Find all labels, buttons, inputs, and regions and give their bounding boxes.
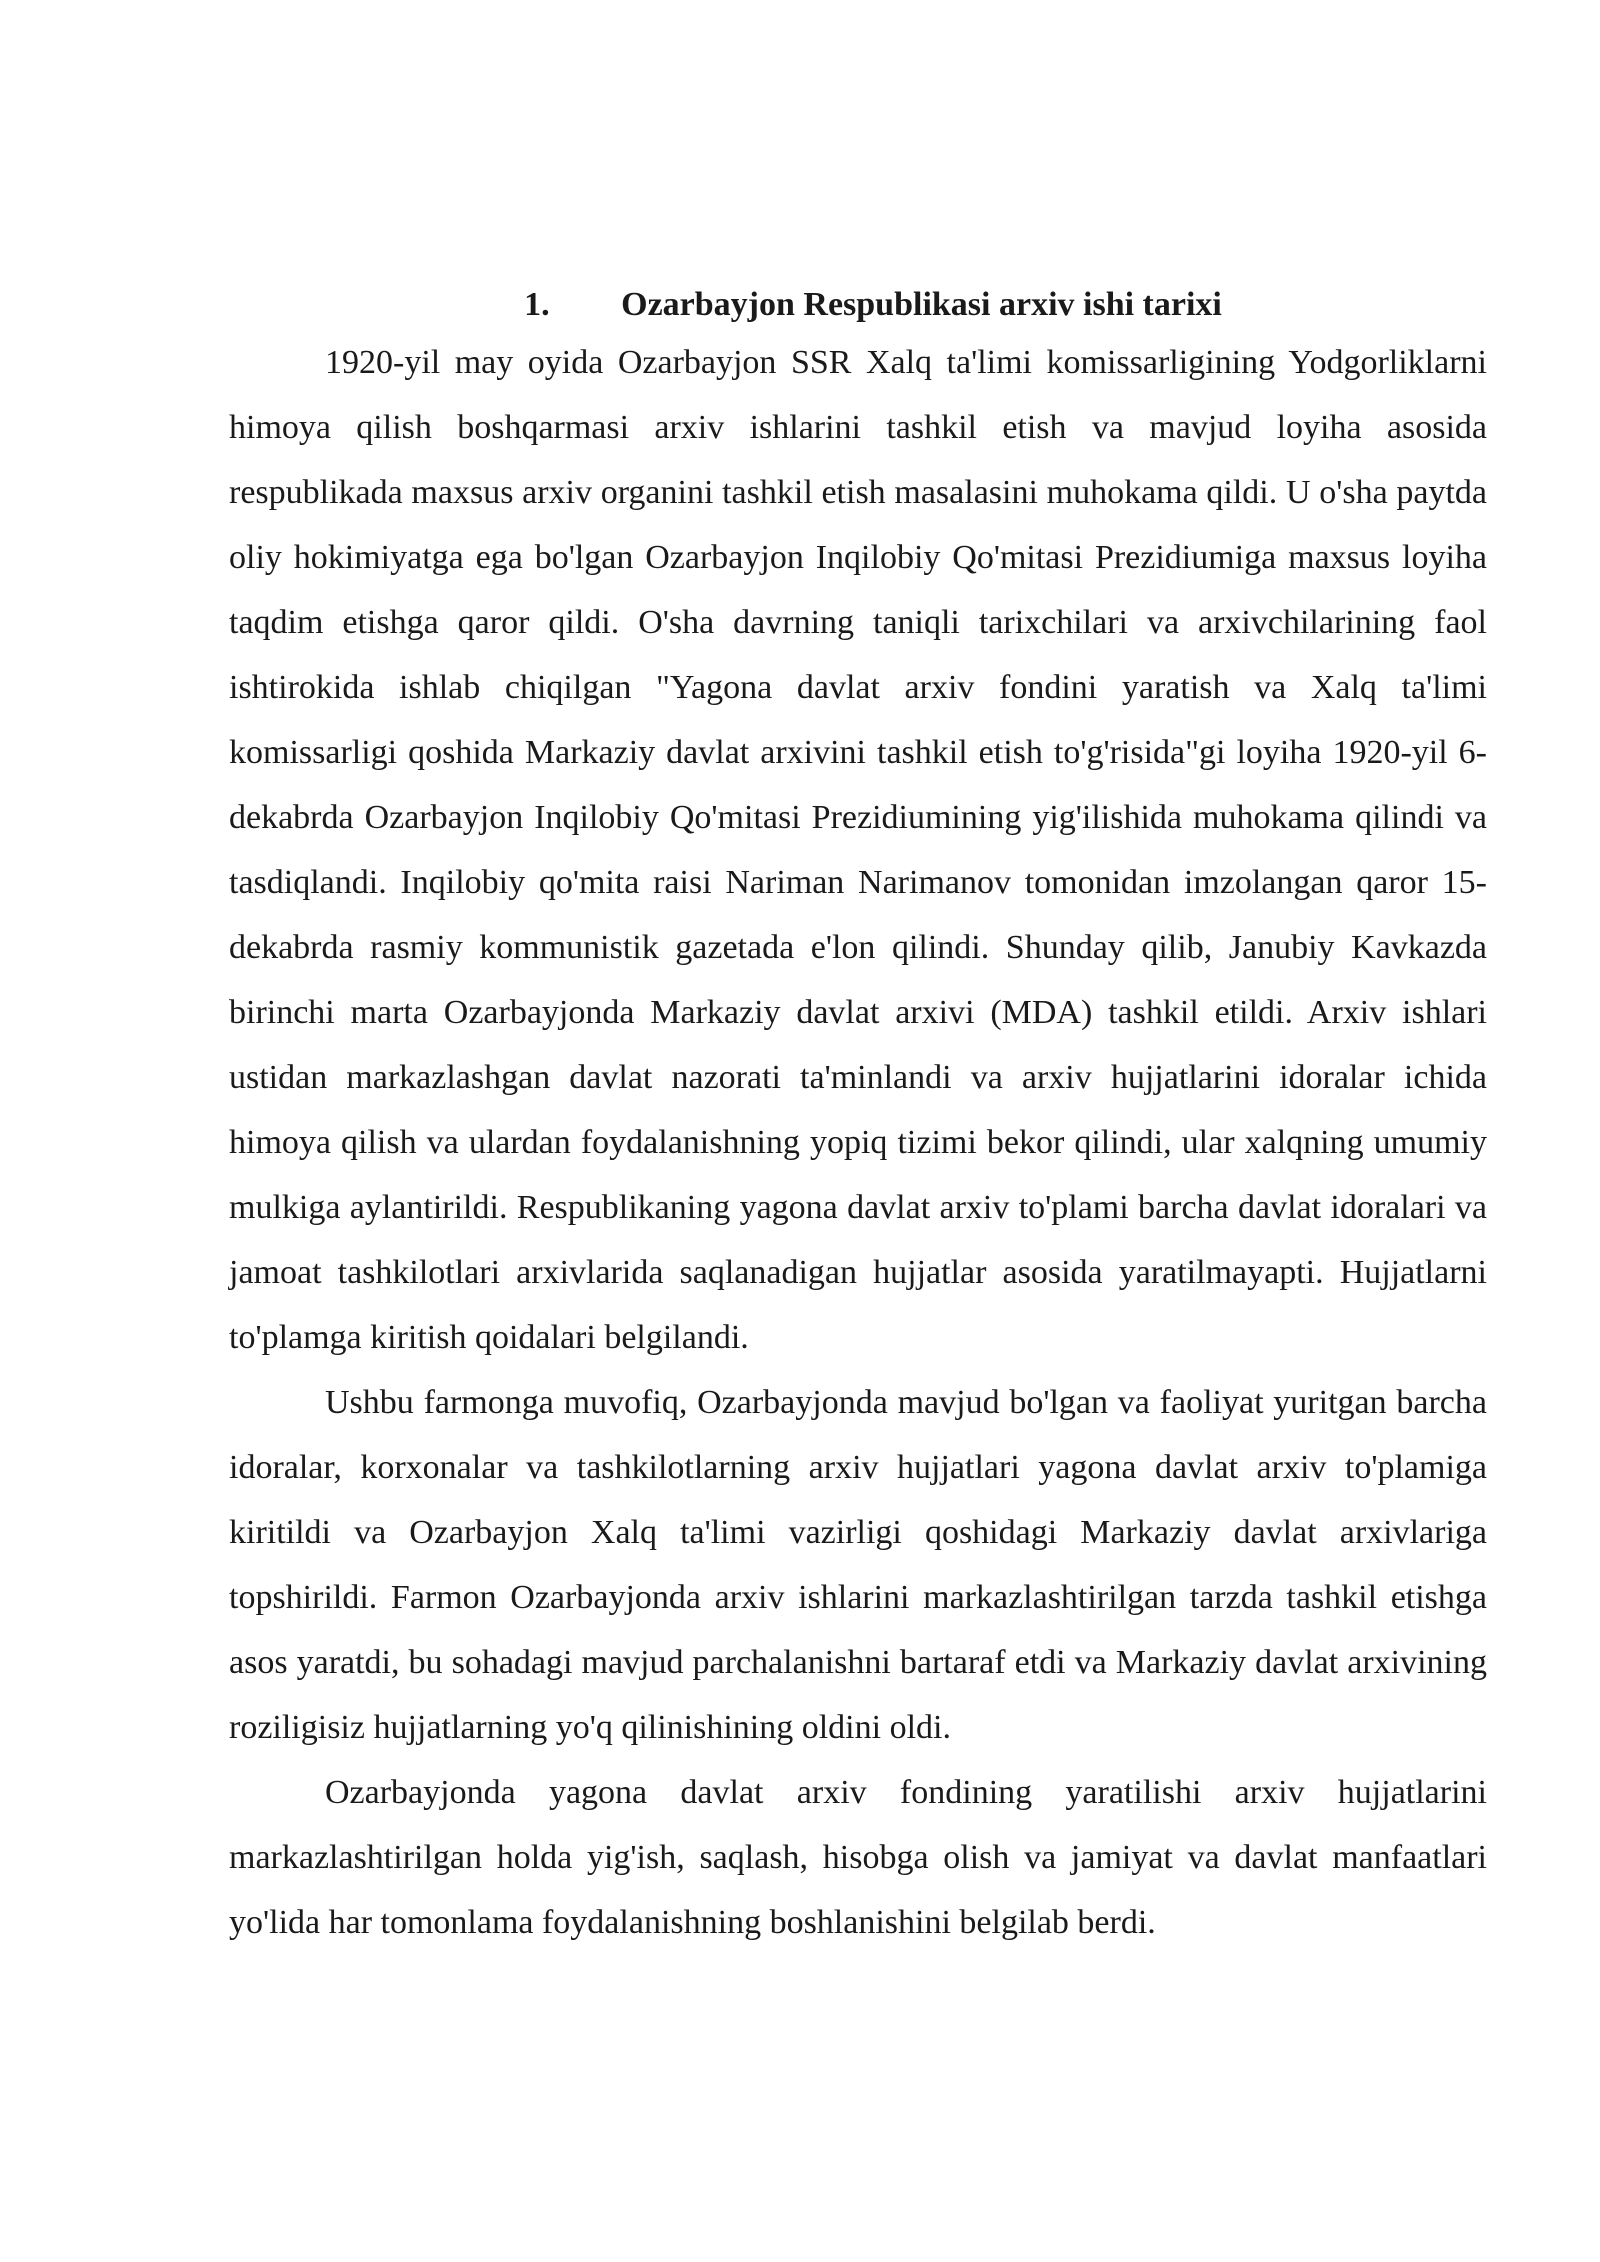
section-heading: [229, 280, 1487, 330]
paragraph-2: Ushbu farmonga muvofiq, Ozarbayjonda mavjud bo'lgan va faoliyat yuritgan barcha idoralar, korxonalar va tashkilotlarning arxiv hujjatlari yagona davlat arxiv to'plamiga kiritildi va Ozarbayjon Xalq ta'limi vazirligi qoshidagi Markaziy davlat arxivlariga topshirildi. Farmon Ozarbayjonda arxiv ishlarini markazlashtirilgan tarzda tashkil etishga asos yaratdi, bu sohadagi mavjud parchalanishni bartaraf etdi va Markaziy davlat arxivining roziligisiz hujjatlarning yo'q qilinishining oldini oldi.: [229, 1384, 1487, 1746]
paragraph-3: Ozarbayjonda yagona davlat arxiv fondining yaratilishi arxiv hujjatlarini markazlashtirilgan holda yig'ish, saqlash, hisobga olish va jamiyat va davlat manfaatlari yo'lida har tomonlama foydalanishning boshlanishini belgilab berdi.: [229, 1774, 1487, 1941]
section-number: 1.: [524, 286, 550, 323]
section-title: Ozarbayjon Respublikasi arxiv ishi tarixi: [621, 286, 1222, 323]
paragraph-1: 1920-yil may oyida Ozarbayjon SSR Xalq ta'limi komissarligining Yodgorliklarni himoya qilish boshqarmasi arxiv ishlarini tashkil etish va mavjud loyiha asosida respublikada maxsus arxiv organini tashkil etish masalasini muhokama qildi. U o'sha paytda oliy hokimiyatga ega bo'lgan Ozarbayjon Inqilobiy Qo'mitasi Prezidiumiga maxsus loyiha taqdim etishga qaror qildi. O'sha davrning taniqli tarixchilari va arxivchilarining faol ishtirokida ishlab chiqilgan "Yagona davlat arxiv fondini yaratish va Xalq ta'limi komissarligi qoshida Markaziy davlat arxivini tashkil etish to'g'risida"gi loyiha 1920-yil 6-dekabrda Ozarbayjon Inqilobiy Qo'mitasi Prezidiumining yig'ilishida muhokama qilindi va tasdiqlandi. Inqilobiy qo'mita raisi Nariman Narimanov tomonidan imzolangan qaror 15-dekabrda rasmiy kommunistik gazetada e'lon qilindi. Shunday qilib, Janubiy Kavkazda birinchi marta Ozarbayjonda Markaziy davlat arxivi (MDA) tashkil etildi. Arxiv ishlari ustidan markazlashgan davlat nazorati ta'minlandi va arxiv hujjatlarini idoralar ichida himoya qilish va ulardan foydalanishning yopiq tizimi bekor qilindi, ular xalqning umumiy mulkiga aylantirildi. Respublikaning yagona davlat arxiv to'plami barcha davlat idoralari va jamoat tashkilotlari arxivlarida saqlanadigan hujjatlar asosida yaratilmayapti. Hujjatlarni to'plamga kiritish qoidalari belgilandi.: [229, 344, 1487, 1356]
document-body: [229, 280, 1487, 1955]
